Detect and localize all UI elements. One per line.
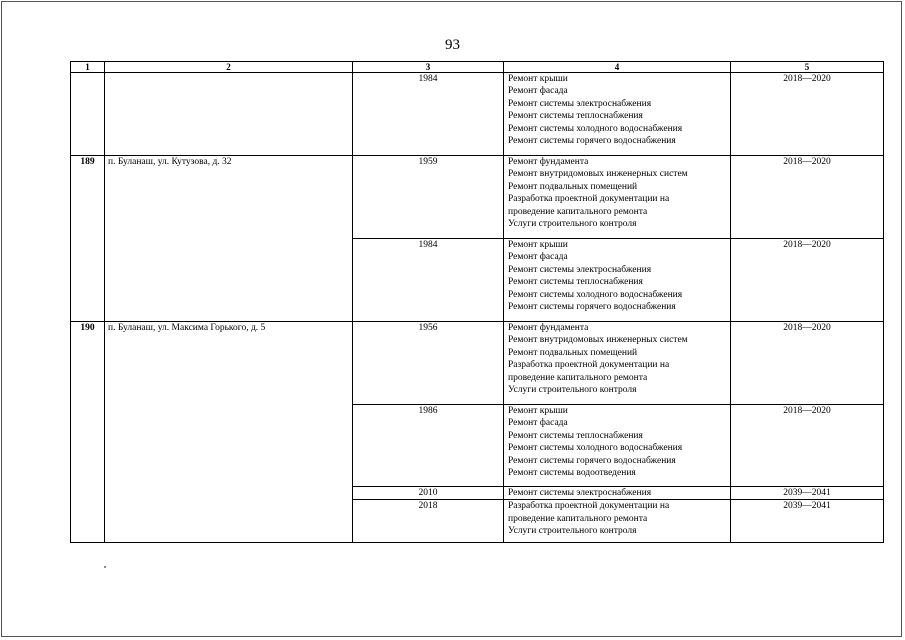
work-item: Ремонт системы горячего водоснабжения xyxy=(508,136,676,147)
work-list xyxy=(504,487,731,500)
work-item: Ремонт системы холодного водоснабжения xyxy=(508,123,683,134)
work-item: Ремонт фасада xyxy=(508,252,568,263)
work-item: Ремонт подвальных помещений xyxy=(508,347,638,358)
work-item: проведение капитального ремонта xyxy=(508,513,648,524)
address: п. Буланаш, ул. Кутузова, д. 32 xyxy=(105,156,353,322)
work-item: Ремонт системы теплоснабжения xyxy=(508,111,643,122)
page-number: 93 xyxy=(445,37,460,53)
column-header: 2 xyxy=(105,62,353,73)
address xyxy=(105,73,353,156)
work-item: Ремонт системы холодного водоснабжения xyxy=(508,443,683,454)
work-item: Услуги строительного контроля xyxy=(508,385,637,396)
work-item: Ремонт крыши xyxy=(508,406,568,416)
work-item: Ремонт системы электроснабжения xyxy=(508,488,652,498)
build-year: 1986 xyxy=(353,405,504,487)
work-list xyxy=(504,405,731,487)
repair-period: 2018—2020 xyxy=(731,239,884,322)
column-header: 5 xyxy=(731,62,884,73)
work-item: Ремонт внутридомовых инженерных систем xyxy=(508,335,688,346)
work-list xyxy=(504,73,731,156)
work-item: Ремонт системы теплоснабжения xyxy=(508,277,643,288)
repair-period: 2018—2020 xyxy=(731,322,884,405)
build-year: 1956 xyxy=(353,322,504,405)
repair-period: 2039—2041 xyxy=(731,500,884,543)
repair-period: 2018—2020 xyxy=(731,73,884,156)
work-item: Разработка проектной документации на xyxy=(508,194,670,205)
work-list xyxy=(504,156,731,239)
work-item: Ремонт фундамента xyxy=(508,323,589,333)
repair-schedule-table xyxy=(70,61,884,543)
work-item: Ремонт системы водоотведения xyxy=(508,468,636,479)
work-list xyxy=(504,500,731,543)
work-item: Услуги строительного контроля xyxy=(508,526,637,537)
work-item: Ремонт фасада xyxy=(508,418,568,429)
work-item: проведение капитального ремонта xyxy=(508,206,648,217)
work-item: Ремонт крыши xyxy=(508,74,568,84)
column-header: 4 xyxy=(504,62,731,73)
work-item: Разработка проектной документации на xyxy=(508,360,670,371)
work-item: Ремонт системы горячего водоснабжения xyxy=(508,455,676,466)
work-list xyxy=(504,322,731,405)
work-item: Разработка проектной документации на xyxy=(508,501,670,512)
work-item: Ремонт системы теплоснабжения xyxy=(508,430,643,441)
build-year: 2018 xyxy=(353,500,504,543)
table-row xyxy=(71,73,884,156)
work-item: Ремонт фундамента xyxy=(508,157,589,167)
work-item: Ремонт системы электроснабжения xyxy=(508,98,652,109)
work-list xyxy=(504,239,731,322)
repair-period: 2039—2041 xyxy=(731,487,884,500)
work-item: Услуги строительного контроля xyxy=(508,219,637,230)
row-number: 190 xyxy=(71,322,105,543)
column-header: 3 xyxy=(353,62,504,73)
work-item: Ремонт фасада xyxy=(508,86,568,97)
work-item: Ремонт системы горячего водоснабжения xyxy=(508,302,676,313)
build-year: 1984 xyxy=(353,239,504,322)
work-item: проведение капитального ремонта xyxy=(508,372,648,383)
build-year: 1984 xyxy=(353,73,504,156)
row-number: 189 xyxy=(71,156,105,322)
repair-period: 2018—2020 xyxy=(731,405,884,487)
work-item: Ремонт системы электроснабжения xyxy=(508,264,652,275)
work-item: Ремонт крыши xyxy=(508,240,568,250)
table-row xyxy=(71,156,884,239)
work-item: Ремонт внутридомовых инженерных систем xyxy=(508,169,688,180)
work-item: Ремонт подвальных помещений xyxy=(508,181,638,192)
column-number-row xyxy=(71,62,884,73)
address: п. Буланаш, ул. Максима Горького, д. 5 xyxy=(105,322,353,543)
row-number xyxy=(71,73,105,156)
build-year: 1959 xyxy=(353,156,504,239)
scan-speck xyxy=(104,566,106,568)
work-item: Ремонт системы холодного водоснабжения xyxy=(508,289,683,300)
repair-period: 2018—2020 xyxy=(731,156,884,239)
table-row xyxy=(71,322,884,405)
build-year: 2010 xyxy=(353,487,504,500)
column-header: 1 xyxy=(71,62,105,73)
